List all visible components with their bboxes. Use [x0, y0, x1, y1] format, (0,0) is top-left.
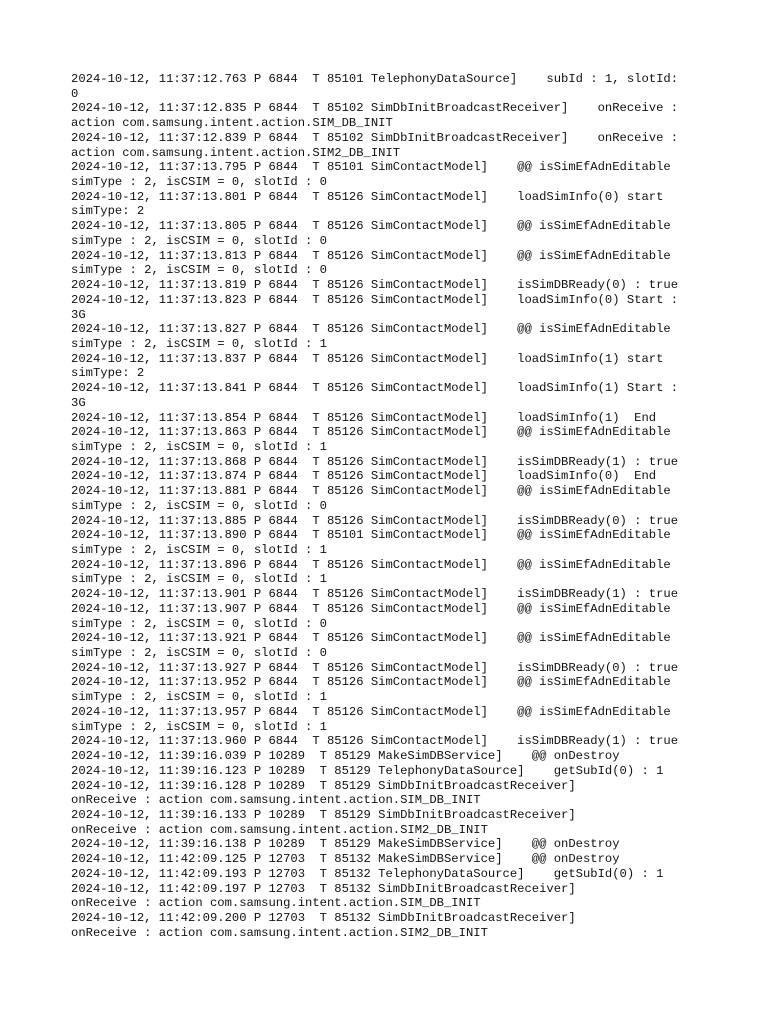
log-line: 2024-10-12, 11:42:09.197 P 12703 T 85132 SimDbInitBroadcastReceiver]: [71, 881, 576, 896]
log-line: action com.samsung.intent.action.SIM2_DB_INIT: [71, 145, 401, 160]
log-line: simType: 2: [71, 204, 145, 219]
log-line: 2024-10-12, 11:39:16.039 P 10289 T 85129 MakeSimDBService] @@ onDestroy: [71, 749, 620, 764]
log-line: 2024-10-12, 11:37:13.890 P 6844 T 85101 SimContactModel] @@ isSimEfAdnEditable: [71, 528, 671, 543]
log-line: 2024-10-12, 11:39:16.128 P 10289 T 85129 SimDbInitBroadcastReceiver]: [71, 778, 576, 793]
log-line: simType : 2, isCSIM = 0, slotId : 0: [71, 263, 327, 278]
log-line: 2024-10-12, 11:37:13.927 P 6844 T 85126 SimContactModel] isSimDBReady(0) : true: [71, 660, 679, 675]
log-line: simType : 2, isCSIM = 0, slotId : 0: [71, 175, 327, 190]
log-line: 2024-10-12, 11:37:13.841 P 6844 T 85126 SimContactModel] loadSimInfo(1) Start :: [71, 381, 679, 396]
log-line: 2024-10-12, 11:37:12.835 P 6844 T 85102 SimDbInitBroadcastReceiver] onReceive :: [71, 101, 679, 116]
log-line: 2024-10-12, 11:37:12.839 P 6844 T 85102 SimDbInitBroadcastReceiver] onReceive :: [71, 130, 679, 145]
log-line: simType : 2, isCSIM = 0, slotId : 0: [71, 233, 327, 248]
log-line: 2024-10-12, 11:39:16.138 P 10289 T 85129 MakeSimDBService] @@ onDestroy: [71, 837, 620, 852]
log-line: 2024-10-12, 11:37:13.805 P 6844 T 85126 SimContactModel] @@ isSimEfAdnEditable: [71, 219, 671, 234]
log-line: 3G: [71, 395, 86, 410]
log-line: 2024-10-12, 11:37:13.885 P 6844 T 85126 SimContactModel] isSimDBReady(0) : true: [71, 513, 679, 528]
log-line: 2024-10-12, 11:37:13.801 P 6844 T 85126 SimContactModel] loadSimInfo(0) start: [71, 189, 664, 204]
log-line: 2024-10-12, 11:42:09.125 P 12703 T 85132 MakeSimDBService] @@ onDestroy: [71, 852, 620, 867]
log-line: 2024-10-12, 11:37:13.952 P 6844 T 85126 SimContactModel] @@ isSimEfAdnEditable: [71, 675, 671, 690]
log-line: 2024-10-12, 11:37:13.907 P 6844 T 85126 SimContactModel] @@ isSimEfAdnEditable: [71, 601, 671, 616]
log-line: 2024-10-12, 11:39:16.123 P 10289 T 85129 TelephonyDataSource] getSubId(0) : 1: [71, 763, 664, 778]
log-line: 2024-10-12, 11:37:13.957 P 6844 T 85126 SimContactModel] @@ isSimEfAdnEditable: [71, 704, 671, 719]
log-line: 2024-10-12, 11:37:13.795 P 6844 T 85101 SimContactModel] @@ isSimEfAdnEditable: [71, 160, 671, 175]
log-line: 2024-10-12, 11:37:12.763 P 6844 T 85101 TelephonyDataSource] subId : 1, slotId:: [71, 72, 679, 86]
log-line: onReceive : action com.samsung.intent.action.SIM_DB_INIT: [71, 896, 481, 911]
log-line: simType : 2, isCSIM = 0, slotId : 1: [71, 572, 327, 587]
log-line: simType : 2, isCSIM = 0, slotId : 0: [71, 646, 327, 661]
log-line: simType : 2, isCSIM = 0, slotId : 1: [71, 719, 327, 734]
log-line: simType : 2, isCSIM = 0, slotId : 1: [71, 543, 327, 557]
log-line: 2024-10-12, 11:37:13.901 P 6844 T 85126 SimContactModel] isSimDBReady(1) : true: [71, 587, 679, 602]
log-line: 2024-10-12, 11:42:09.193 P 12703 T 85132 TelephonyDataSource] getSubId(0) : 1: [71, 866, 664, 881]
log-line: 2024-10-12, 11:37:13.921 P 6844 T 85126 SimContactModel] @@ isSimEfAdnEditable: [71, 631, 671, 646]
log-line: simType: 2: [71, 366, 145, 381]
log-line: onReceive : action com.samsung.intent.action.SIM2_DB_INIT: [71, 822, 488, 837]
log-line: 2024-10-12, 11:37:13.837 P 6844 T 85126 SimContactModel] loadSimInfo(1) start: [71, 351, 664, 366]
log-line: 2024-10-12, 11:37:13.874 P 6844 T 85126 SimContactModel] loadSimInfo(0) End: [71, 469, 657, 484]
log-line: 2024-10-12, 11:37:13.896 P 6844 T 85126 SimContactModel] @@ isSimEfAdnEditable: [71, 557, 671, 572]
log-line: simType : 2, isCSIM = 0, slotId : 1: [71, 690, 327, 705]
log-line: simType : 2, isCSIM = 0, slotId : 1: [71, 336, 327, 351]
log-line: 2024-10-12, 11:42:09.200 P 12703 T 85132 SimDbInitBroadcastReceiver]: [71, 910, 576, 925]
log-line: 2024-10-12, 11:37:13.827 P 6844 T 85126 SimContactModel] @@ isSimEfAdnEditable: [71, 322, 671, 337]
log-line: simType : 2, isCSIM = 0, slotId : 1: [71, 439, 327, 454]
log-line: simType : 2, isCSIM = 0, slotId : 0: [71, 616, 327, 631]
log-line: action com.samsung.intent.action.SIM_DB_INIT: [71, 116, 393, 131]
log-line: 2024-10-12, 11:37:13.823 P 6844 T 85126 SimContactModel] loadSimInfo(0) Start :: [71, 292, 679, 307]
log-text-block: [71, 72, 711, 940]
log-line: simType : 2, isCSIM = 0, slotId : 0: [71, 498, 327, 513]
log-line: 0: [71, 86, 79, 101]
log-line: 2024-10-12, 11:39:16.133 P 10289 T 85129 SimDbInitBroadcastReceiver]: [71, 807, 576, 822]
log-line: 2024-10-12, 11:37:13.819 P 6844 T 85126 SimContactModel] isSimDBReady(0) : true: [71, 278, 679, 293]
log-line: 2024-10-12, 11:37:13.868 P 6844 T 85126 SimContactModel] isSimDBReady(1) : true: [71, 454, 679, 469]
log-line: 2024-10-12, 11:37:13.960 P 6844 T 85126 SimContactModel] isSimDBReady(1) : true: [71, 734, 679, 749]
log-line: 2024-10-12, 11:37:13.881 P 6844 T 85126 SimContactModel] @@ isSimEfAdnEditable: [71, 484, 671, 499]
log-line: 2024-10-12, 11:37:13.813 P 6844 T 85126 SimContactModel] @@ isSimEfAdnEditable: [71, 248, 671, 263]
log-line: 2024-10-12, 11:37:13.854 P 6844 T 85126 SimContactModel] loadSimInfo(1) End: [71, 410, 657, 425]
log-line: 3G: [71, 307, 86, 322]
log-line: 2024-10-12, 11:37:13.863 P 6844 T 85126 SimContactModel] @@ isSimEfAdnEditable: [71, 425, 671, 440]
log-line: onReceive : action com.samsung.intent.action.SIM_DB_INIT: [71, 793, 481, 808]
log-line: onReceive : action com.samsung.intent.action.SIM2_DB_INIT: [71, 925, 488, 940]
